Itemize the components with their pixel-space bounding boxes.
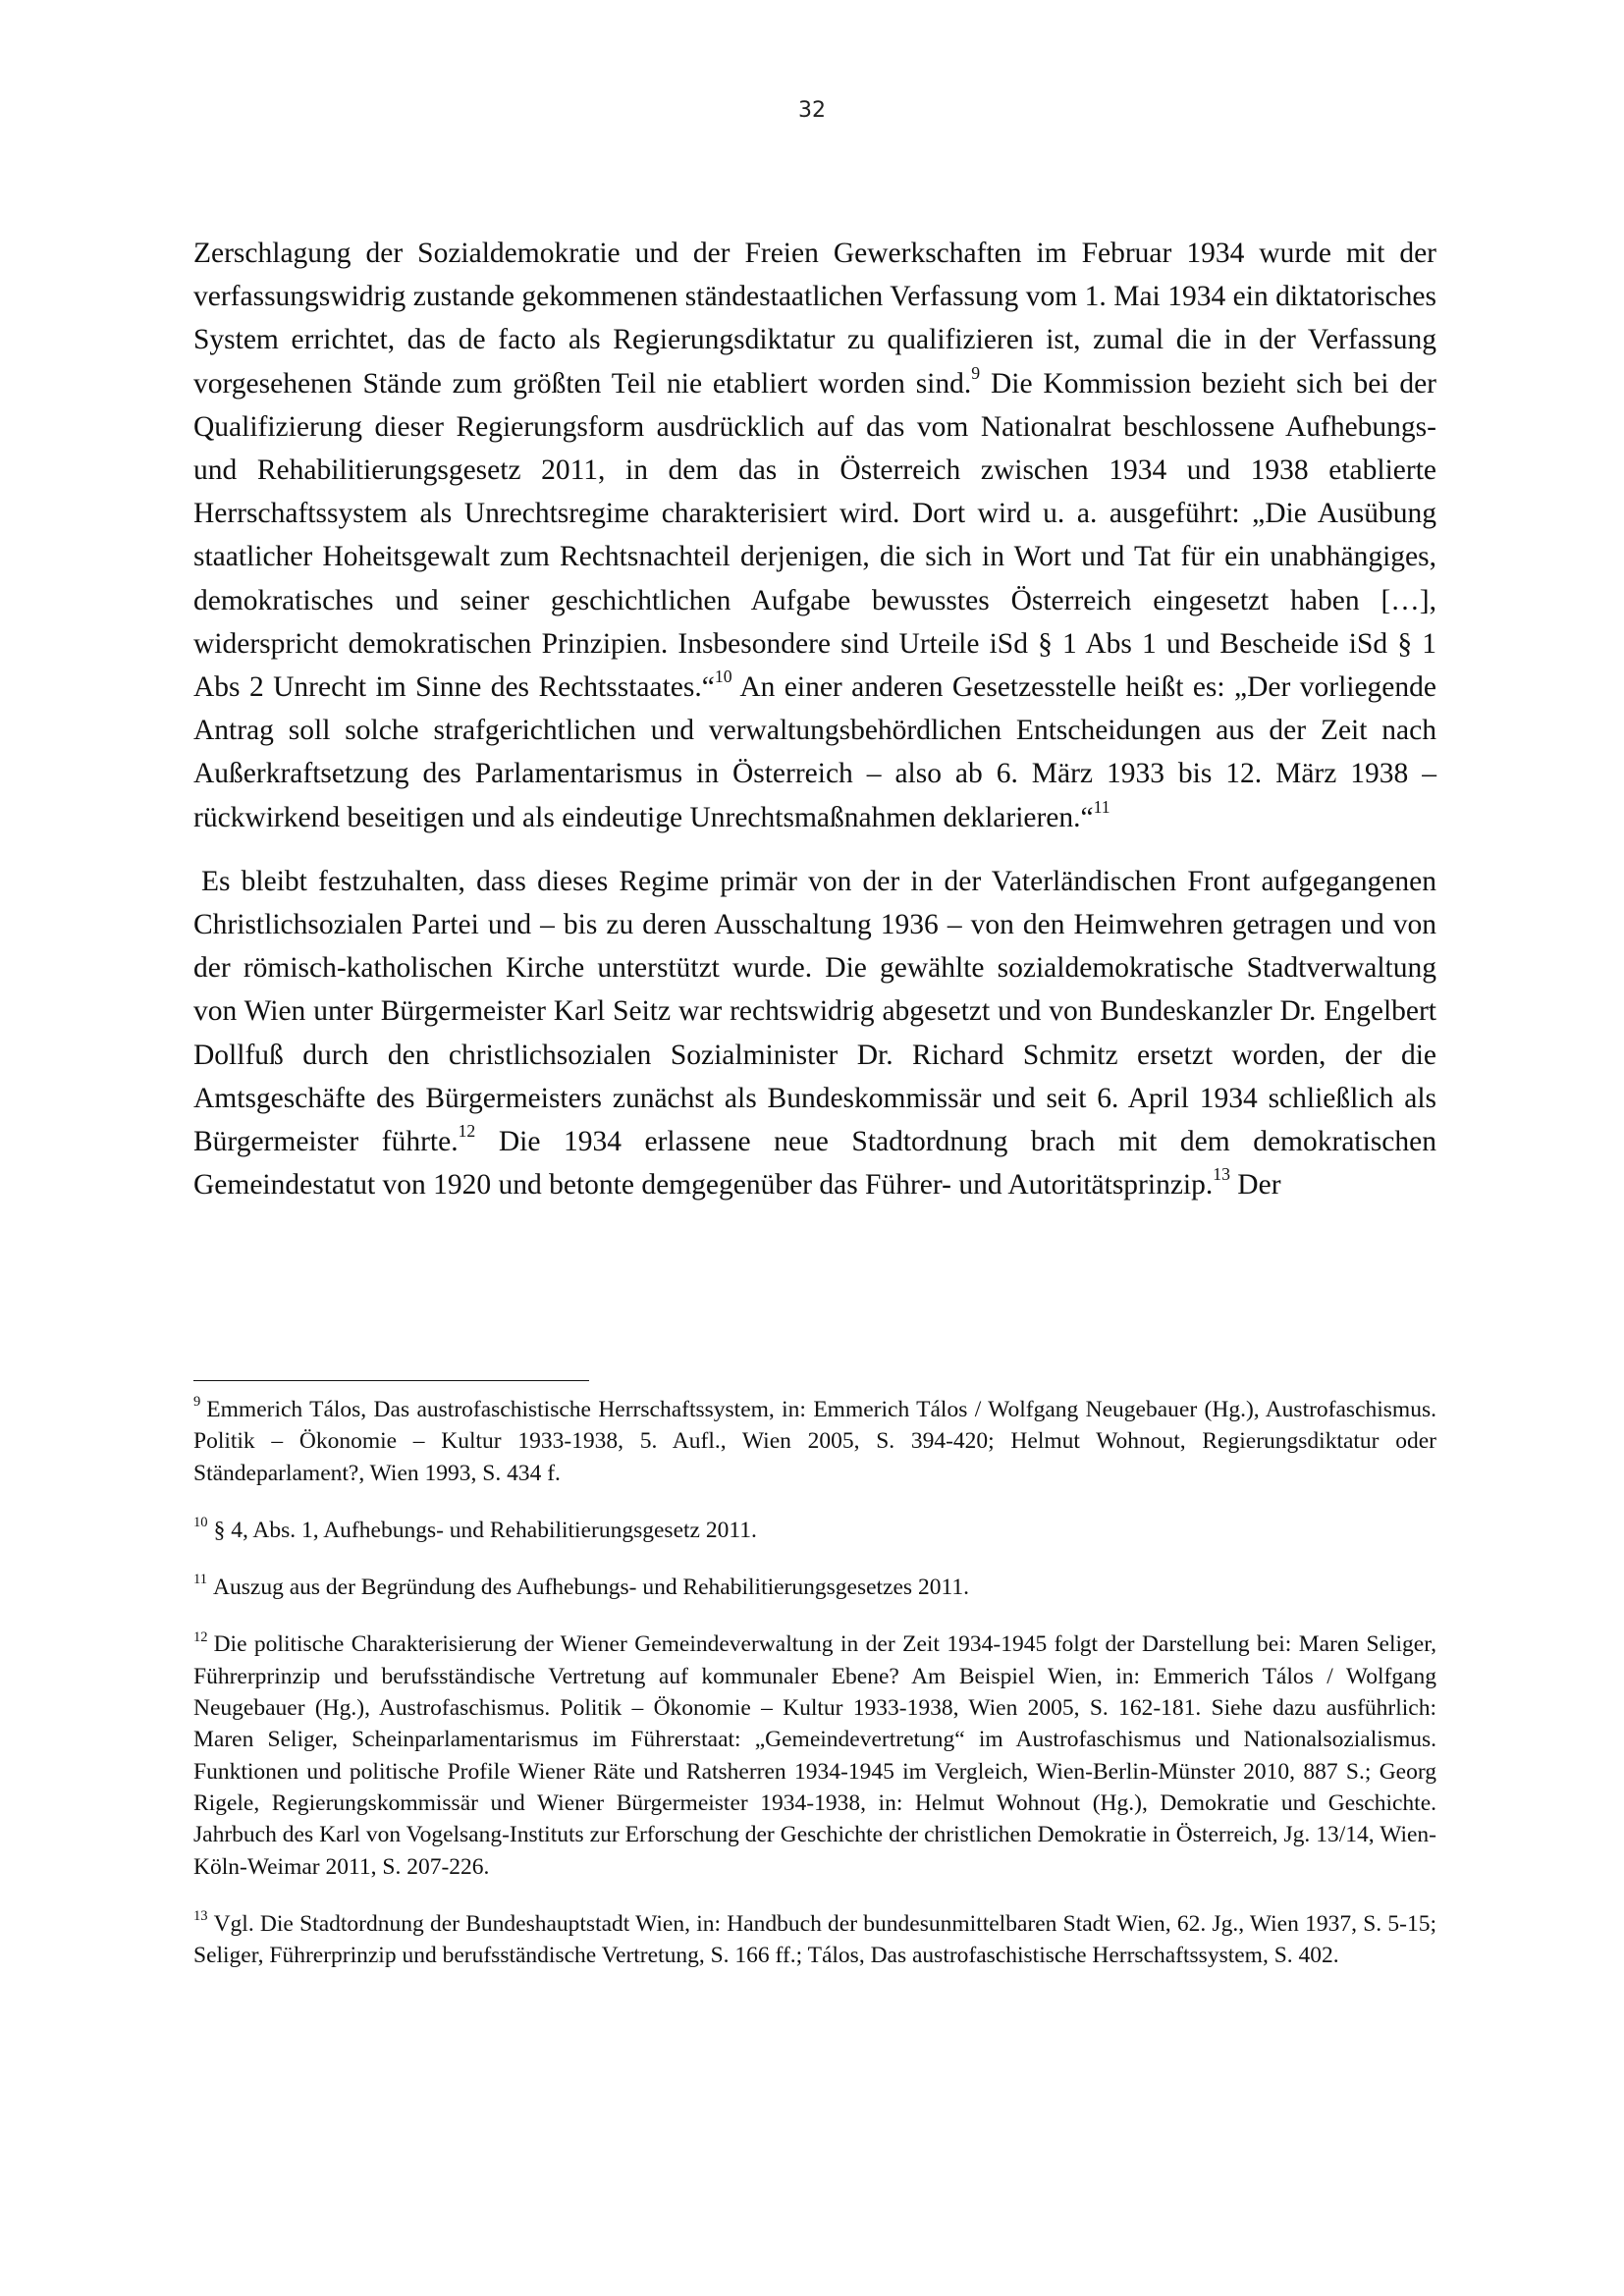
footnote-mark: 12 [193, 1629, 208, 1645]
footnote-mark: 11 [193, 1572, 208, 1588]
footnote-ref-12[interactable]: 12 [458, 1120, 476, 1141]
paragraph-2-text-b: Die 1934 erlassene neue Stadtordnung brach mit dem demokratischen Gemeindestatut von 1920 und betonte demgegenüber das Führer- und Autoritätsprinzip. [193, 1126, 1436, 1201]
footnote-text: Die politische Charakterisierung der Wiener Gemeindeverwaltung in der Zeit 1934-1945 folgt der Darstellung bei: Maren Seliger, Führerprinzip und berufsständische Vertretung auf kommunaler Ebene? Am Beispiel Wien, in: Emmerich Tálos / Wolfgang Neugebauer (Hg.), Austrofaschismus. Politik – Ökonomie – Kultur 1933-1938, Wien 2005, S. 162-181. Siehe dazu ausführlich: Maren Seliger, Scheinparlamentarismus im Führerstaat: „Gemeindevertretung“ im Austrofaschismus und Nationalsozialismus. Funktionen und politische Profile Wiener Räte und Ratsherren 1934-1945 im Vergleich, Wien-Berlin-Münster 2010, 887 S.; Georg Rigele, Regierungskommissär und Wiener Bürgermeister 1934-1938, in: Helmut Wohnout (Hg.), Demokratie und Geschichte. Jahrbuch des Karl von Vogelsang-Instituts zur Erforschung der Geschichte der christlichen Demokratie in Österreich, Jg. 13/14, Wien-Köln-Weimar 2011, S. 207-226. [193, 1631, 1436, 1880]
footnote-text: Auszug aus der Begründung des Aufhebungs- und Rehabilitierungsgesetzes 2011. [213, 1575, 969, 1601]
footnote-13 [193, 1908, 1436, 1972]
footnote-9 [193, 1394, 1436, 1489]
paragraph-1-text-c: An einer anderen Gesetzesstelle heißt es: „Der vorliegende Antrag soll solche strafgerichtlichen und verwaltungsbehördlichen Entscheidungen aus der Zeit nach Außerkraftsetzung des Parlamentarismus in Österreich – also ab 6. März 1933 bis 12. März 1938 – rückwirkend beseitigen und als eindeutige Unrechtsmaßnahmen deklarieren.“ [193, 671, 1436, 833]
paragraph-2 [193, 860, 1436, 1207]
footnote-11 [193, 1572, 1436, 1603]
paragraph-2-text-a: Es bleibt festzuhalten, dass dieses Regime primär von der in der Vaterländischen Front aufgegangenen Christlichsozialen Partei und – bis zu deren Ausschaltung 1936 – von den Heimwehren getragen und von der römisch-katholischen Kirche unterstützt wurde. Die gewählte sozialdemokratische Stadtverwaltung von Wien unter Bürgermeister Karl Seitz war rechtswidrig abgesetzt und von Bundeskanzler Dr. Engelbert Dollfuß durch den christlichsozialen Sozialminister Dr. Richard Schmitz ersetzt worden, der die Amtsgeschäfte des Bürgermeisters zunächst als Bundeskommissär und seit 6. April 1934 schließlich als Bürgermeister führte. [193, 865, 1436, 1158]
main-text [193, 232, 1436, 1206]
paragraph-1 [193, 232, 1436, 839]
footnote-mark: 9 [193, 1394, 201, 1411]
footnote-ref-11[interactable]: 11 [1093, 796, 1110, 817]
footnote-separator [193, 1380, 589, 1381]
page-number: 32 [798, 98, 826, 123]
paragraph-2-text-c: Der [1229, 1169, 1281, 1201]
footnote-ref-9[interactable]: 9 [971, 362, 981, 383]
footnote-10 [193, 1515, 1436, 1546]
footnote-mark: 10 [193, 1514, 208, 1530]
footnote-mark: 13 [193, 1907, 208, 1924]
footnote-text: § 4, Abs. 1, Aufhebungs- und Rehabilitierungsgesetz 2011. [213, 1517, 757, 1543]
footnote-text: Vgl. Die Stadtordnung der Bundeshauptstadt Wien, in: Handbuch der bundesunmittelbaren Stadt Wien, 62. Jg., Wien 1937, S. 5-15; Seliger, Führerprinzip und berufsständische Vertretung, S. 166 ff.; Tálos, Das austrofaschistische Herrschaftssystem, S. 402. [193, 1910, 1436, 1969]
footnote-ref-10[interactable]: 10 [714, 666, 732, 686]
paragraph-1-text-b: Die Kommission bezieht sich bei der Qualifizierung dieser Regierungsform ausdrücklich auf das vom Nationalrat beschlossene Aufhebungs- und Rehabilitierungsgesetz 2011, in dem das in Österreich zwischen 1934 und 1938 etablierte Herrschaftssystem als Unrechtsregime charakterisiert wird. Dort wird u. a. ausgeführt: „Die Ausübung staatlicher Hoheitsgewalt zum Rechtsnachteil derjenigen, die sich in Wort und Tat für ein unabhängiges, demokratisches und seiner geschichtlichen Aufgabe bewusstes Österreich eingesetzt haben […], widerspricht demokratischen Prinzipien. Insbesondere sind Urteile iSd § 1 Abs 1 und Bescheide iSd § 1 Abs 2 Unrecht im Sinne des Rechtsstaates.“ [193, 367, 1437, 704]
paragraph-1-text-a: Zerschlagung der Sozialdemokratie und der Freien Gewerkschaften im Februar 1934 wurde mit der verfassungswidrig zustande gekommenen ständestaatlichen Verfassung vom 1. Mai 1934 ein diktatorisches System errichtet, das de facto als Regierungsdiktatur zu qualifizieren ist, zumal die in der Verfassung vorgesehenen Stände zum größten Teil nie etabliert worden sind. [193, 238, 1436, 400]
footnotes [193, 1394, 1436, 1997]
footnote-12 [193, 1629, 1436, 1882]
footnote-ref-13[interactable]: 13 [1213, 1164, 1230, 1185]
footnote-text: Emmerich Tálos, Das austrofaschistische Herrschaftssystem, in: Emmerich Tálos / Wolfgang Neugebauer (Hg.), Austrofaschismus. Politik – Ökonomie – Kultur 1933-1938, 5. Aufl., Wien 2005, S. 394-420; Helmut Wohnout, Regierungsdiktatur oder Ständeparlament?, Wien 1993, S. 434 f. [193, 1397, 1436, 1486]
